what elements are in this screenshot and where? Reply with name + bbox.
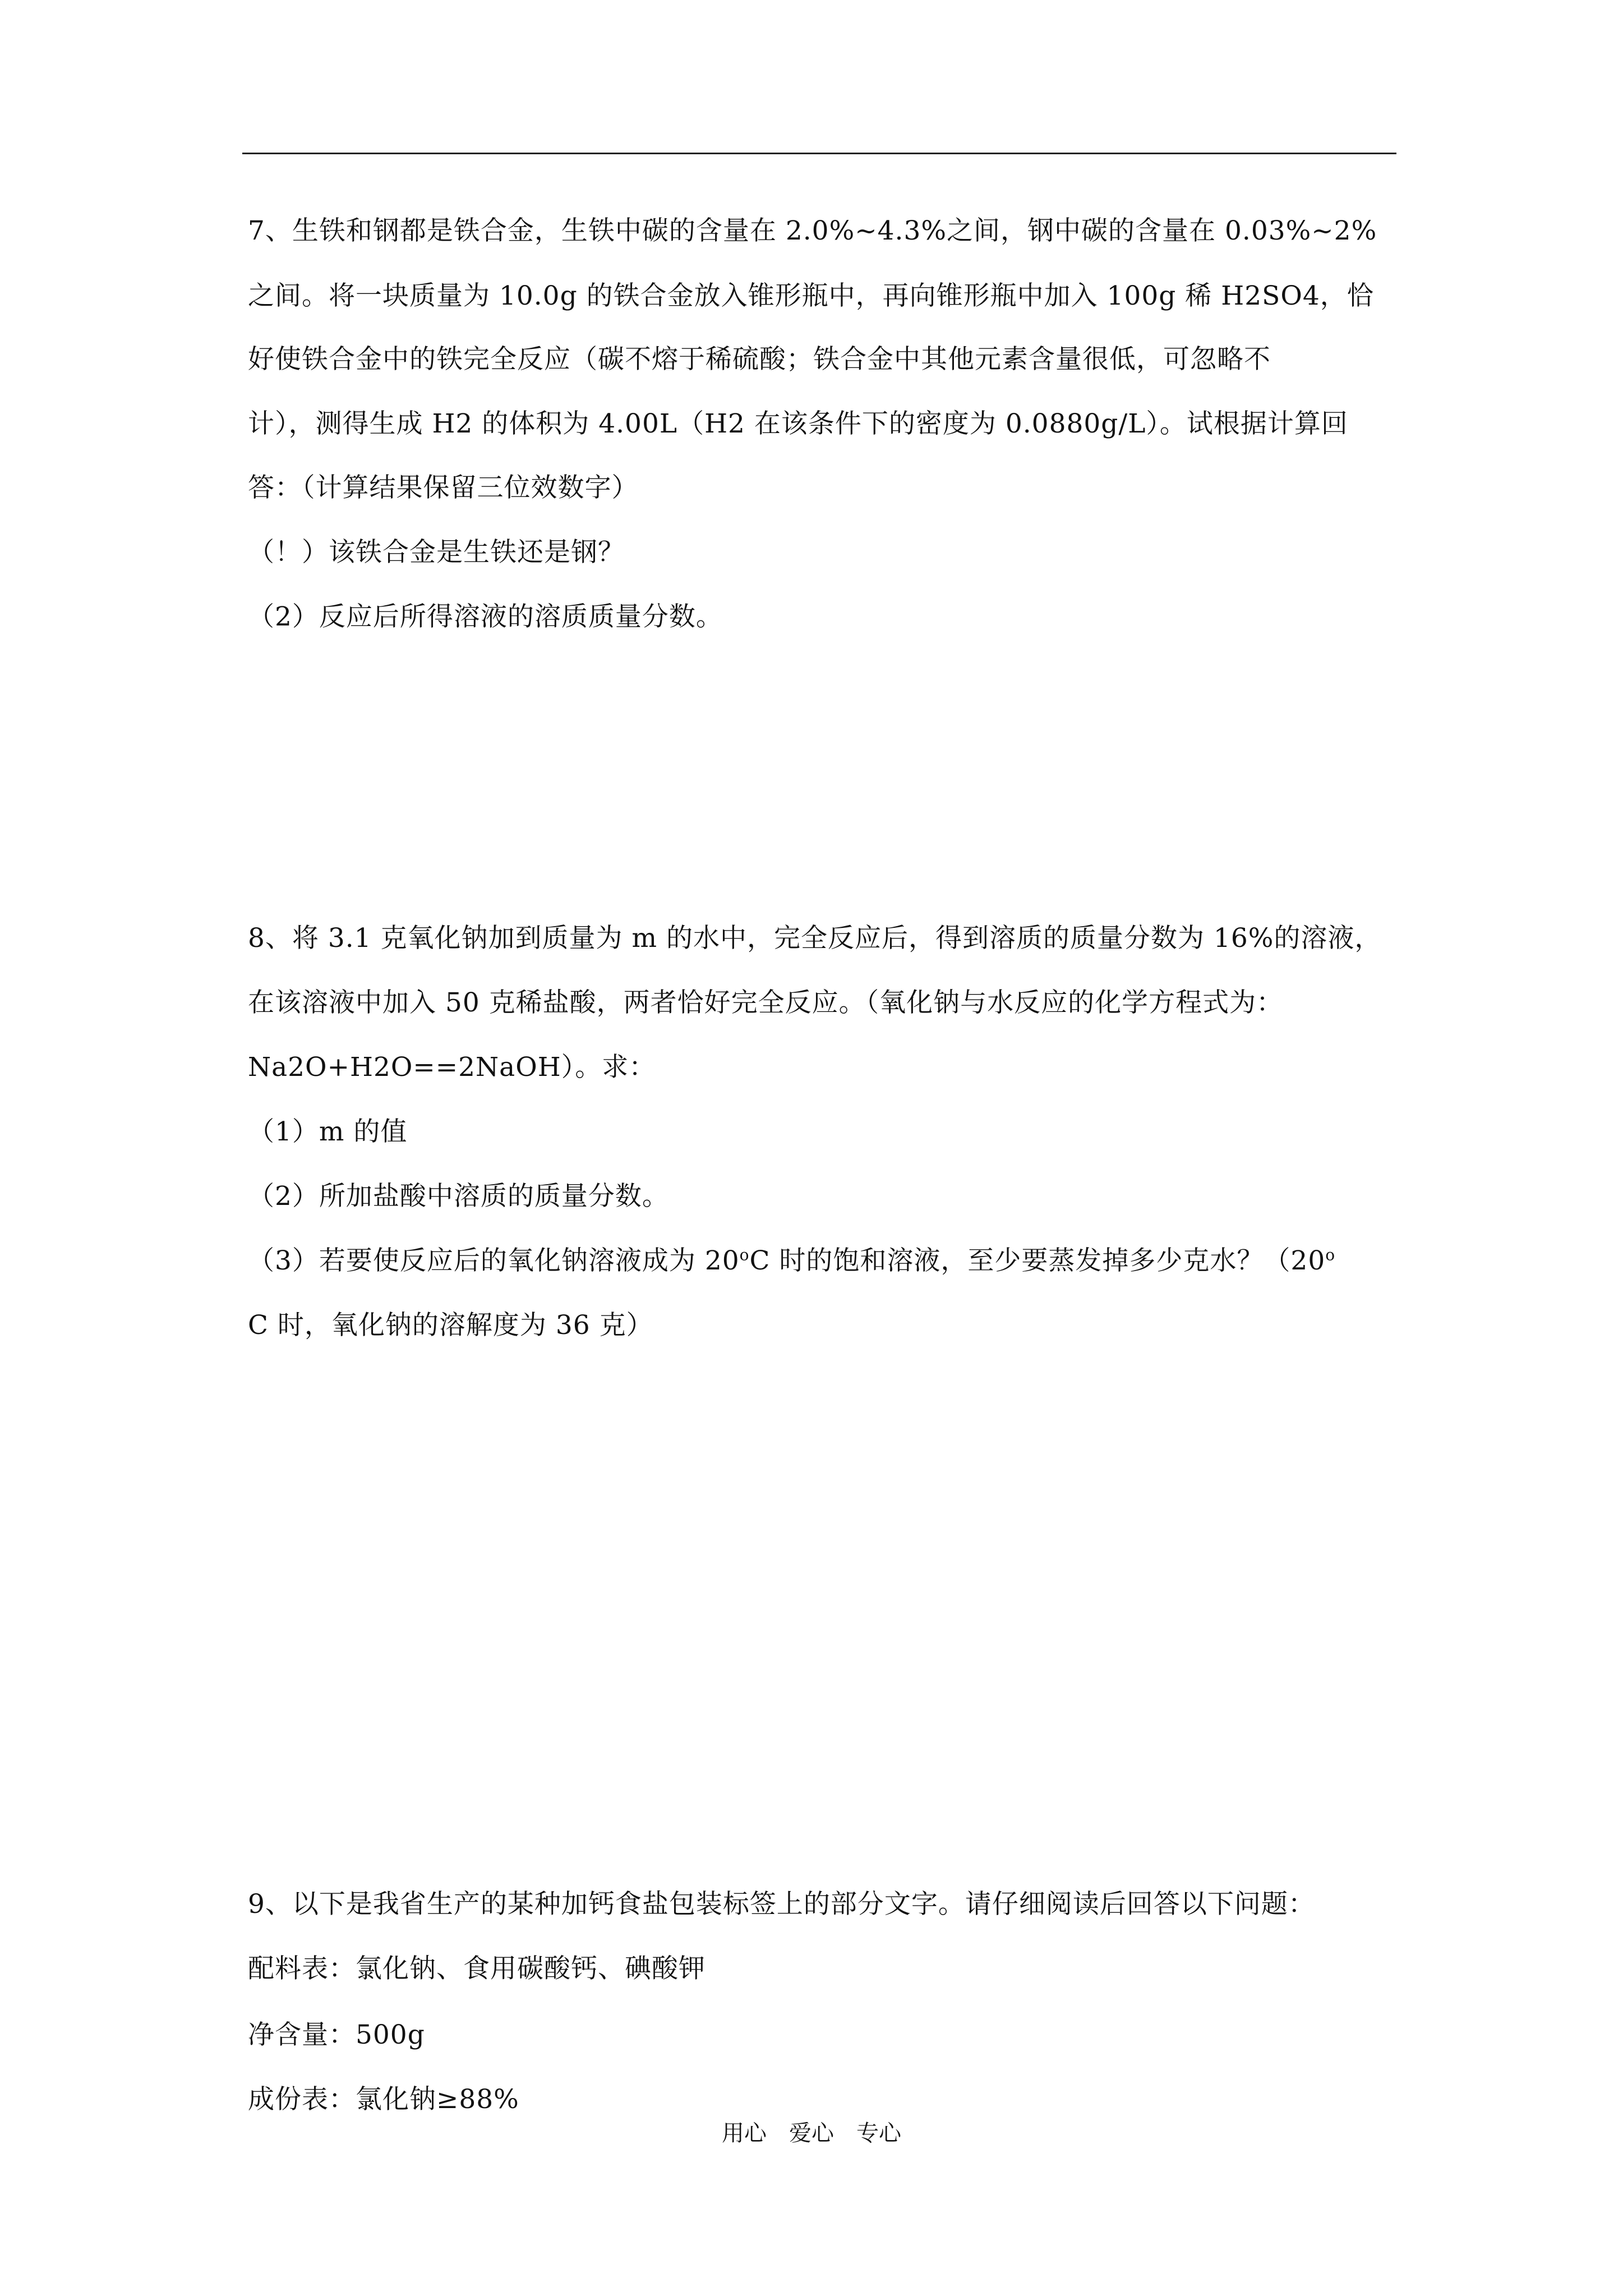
q8-part-1: （1）m 的值: [248, 1116, 408, 1147]
q7-line-2: 之间。将一块质量为 10.0g 的铁合金放入锥形瓶中，再向锥形瓶中加入 100g 稀 H2SO4，恰: [248, 280, 1374, 311]
q7-line-1: 7、生铁和钢都是铁合金，生铁中碳的含量在 2.0%~4.3%之间，钢中碳的含量在 0.03%~2%: [248, 215, 1377, 246]
q8-line-3: Na2O+H2O==2NaOH）。求：: [248, 1052, 656, 1083]
q8-part-2: （2）所加盐酸中溶质的质量分数。: [248, 1181, 669, 1212]
q8-part-3-text-b: C 时的饱和溶液，至少要蒸发掉多少克水？（20: [749, 1245, 1326, 1276]
q8-line-1: 8、将 3.1 克氧化钠加到质量为 m 的水中，完全反应后，得到溶质的质量分数为 16%的溶液，: [248, 923, 1382, 954]
q8-line-2: 在该溶液中加入 50 克稀盐酸，两者恰好完全反应。（氧化钠与水反应的化学方程式为：: [248, 987, 1284, 1018]
q9-composition: 成份表：氯化钠≥88%: [248, 2084, 519, 2115]
q8-part-3-text-a: （3）若要使反应后的氧化钠溶液成为 20: [248, 1245, 740, 1276]
q8-part-3: [248, 1244, 1335, 1278]
page-footer: 用心 爱心 专心: [722, 2120, 901, 2146]
q7-line-3: 好使铁合金中的铁完全反应（碳不熔于稀硫酸；铁合金中其他元素含量很低，可忽略不: [248, 344, 1271, 375]
header-rule: [242, 153, 1396, 154]
q7-line-4: 计），测得生成 H2 的体积为 4.00L（H2 在该条件下的密度为 0.0880g/L）。试根据计算回: [248, 408, 1348, 439]
q8-part-3-continued: C 时，氧化钠的溶解度为 36 克）: [248, 1310, 653, 1341]
q7-line-5: 答：（计算结果保留三位效数字）: [248, 472, 639, 503]
q7-part-2: （2）反应后所得溶液的溶质质量分数。: [248, 601, 723, 632]
q9-line-1: 9、以下是我省生产的某种加钙食盐包装标签上的部分文字。请仔细阅读后回答以下问题：: [248, 1889, 1315, 1920]
degree-mark: o: [739, 1245, 750, 1264]
degree-mark: o: [1325, 1245, 1336, 1264]
q7-part-1: （！）该铁合金是生铁还是钢？: [248, 537, 625, 568]
q9-ingredients: 配料表：氯化钠、食用碳酸钙、碘酸钾: [248, 1953, 706, 1984]
q9-net-content: 净含量：500g: [248, 2019, 425, 2050]
